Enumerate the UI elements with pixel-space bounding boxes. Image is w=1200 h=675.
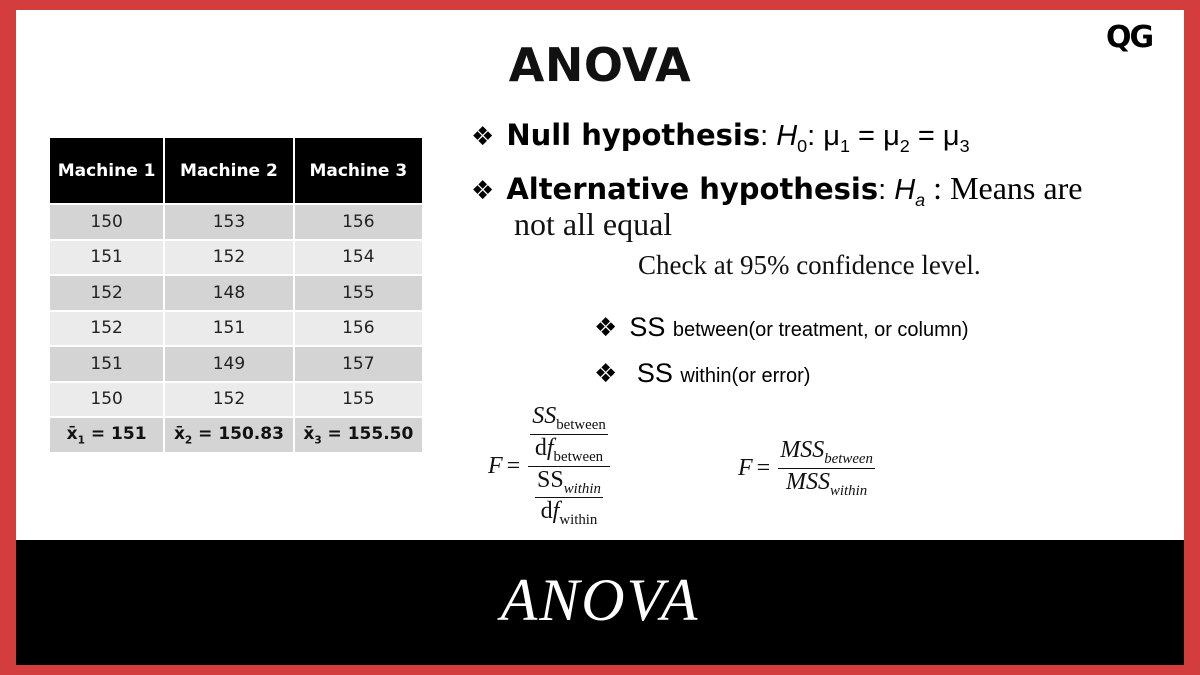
table-cell: 150 bbox=[50, 382, 164, 418]
diamond-bullet-icon: ❖ bbox=[594, 313, 618, 343]
table-header-row bbox=[50, 138, 422, 204]
null-label: Null hypothesis bbox=[506, 118, 761, 152]
main-fraction bbox=[528, 403, 610, 529]
header-machine-3: Machine 3 bbox=[294, 138, 422, 204]
mean-machine-2: $x̄_2 = 150.83$ bbox=[164, 417, 293, 452]
alternative-hypothesis: ❖ Alternative hypothesis: $H_a$ : Means are bbox=[471, 170, 1083, 210]
footer-banner bbox=[16, 540, 1184, 665]
table-cell: 152 bbox=[50, 311, 164, 347]
table-cell: 151 bbox=[50, 346, 164, 382]
footer-title: ANOVA bbox=[500, 567, 700, 633]
table-cell: 153 bbox=[164, 204, 293, 240]
table-row bbox=[50, 240, 422, 276]
table-cell: 156 bbox=[294, 311, 422, 347]
confidence-note: Check at 95% confidence level. bbox=[638, 250, 981, 280]
alt-label: Alternative hypothesis bbox=[506, 172, 879, 206]
table-cell: 152 bbox=[164, 240, 293, 276]
table-cell: 154 bbox=[294, 240, 422, 276]
null-hypothesis: ❖ Null hypothesis: $H_0$: $\mu_1 = \mu_2 = \mu_3$ bbox=[471, 118, 970, 156]
table-cell: 150 bbox=[50, 204, 164, 240]
table-cell: 152 bbox=[164, 382, 293, 418]
f-ratio-formula: F = $\frac{\frac{SS_{between}}{df_{between}}}{\frac{SS_{within}}{df_{within}}}$ bbox=[488, 403, 610, 529]
table-row bbox=[50, 204, 422, 240]
table-cell: 149 bbox=[164, 346, 293, 382]
mss-fraction: $\frac{MSS_{between}}{MSS_{within}}$ bbox=[780, 437, 873, 499]
mean-machine-1: $x̄_1 = 151$ bbox=[50, 417, 164, 452]
table-cell: 157 bbox=[294, 346, 422, 382]
table-row bbox=[50, 275, 422, 311]
machine-data-table bbox=[50, 138, 422, 452]
header-machine-1: Machine 1 bbox=[50, 138, 164, 204]
slide-title: ANOVA bbox=[508, 38, 692, 92]
ss-within-item: ❖ SS within(or error) bbox=[594, 358, 811, 389]
table-row bbox=[50, 382, 422, 418]
diamond-bullet-icon: ❖ bbox=[594, 359, 618, 389]
logo-text: QG bbox=[1106, 20, 1153, 55]
diamond-bullet-icon: ❖ bbox=[471, 176, 495, 206]
diamond-bullet-icon: ❖ bbox=[471, 122, 495, 152]
table-mean-row bbox=[50, 417, 422, 452]
header-machine-2: Machine 2 bbox=[164, 138, 293, 204]
table-cell: 156 bbox=[294, 204, 422, 240]
table-cell: 152 bbox=[50, 275, 164, 311]
between-fraction: $\frac{SS_{between}}{df_{between}}$ bbox=[532, 403, 606, 465]
table-cell: 155 bbox=[294, 382, 422, 418]
table-row bbox=[50, 346, 422, 382]
within-fraction: $\frac{SS_{within}}{df_{within}}$ bbox=[537, 466, 601, 529]
qg-logo bbox=[1106, 20, 1152, 55]
slide bbox=[16, 10, 1184, 665]
mss-ratio-formula: F = $\frac{MSS_{between}}{MSS_{within}}$ bbox=[738, 437, 873, 499]
mean-machine-3: $x̄_3 = 155.50$ bbox=[294, 417, 422, 452]
table-cell: 151 bbox=[164, 311, 293, 347]
table-cell: 151 bbox=[50, 240, 164, 276]
table-row bbox=[50, 311, 422, 347]
alt-hypothesis-continued: not all equal bbox=[514, 206, 673, 242]
table-cell: 155 bbox=[294, 275, 422, 311]
table-cell: 148 bbox=[164, 275, 293, 311]
ss-between-item: ❖ SS between(or treatment, or column) bbox=[594, 312, 969, 343]
